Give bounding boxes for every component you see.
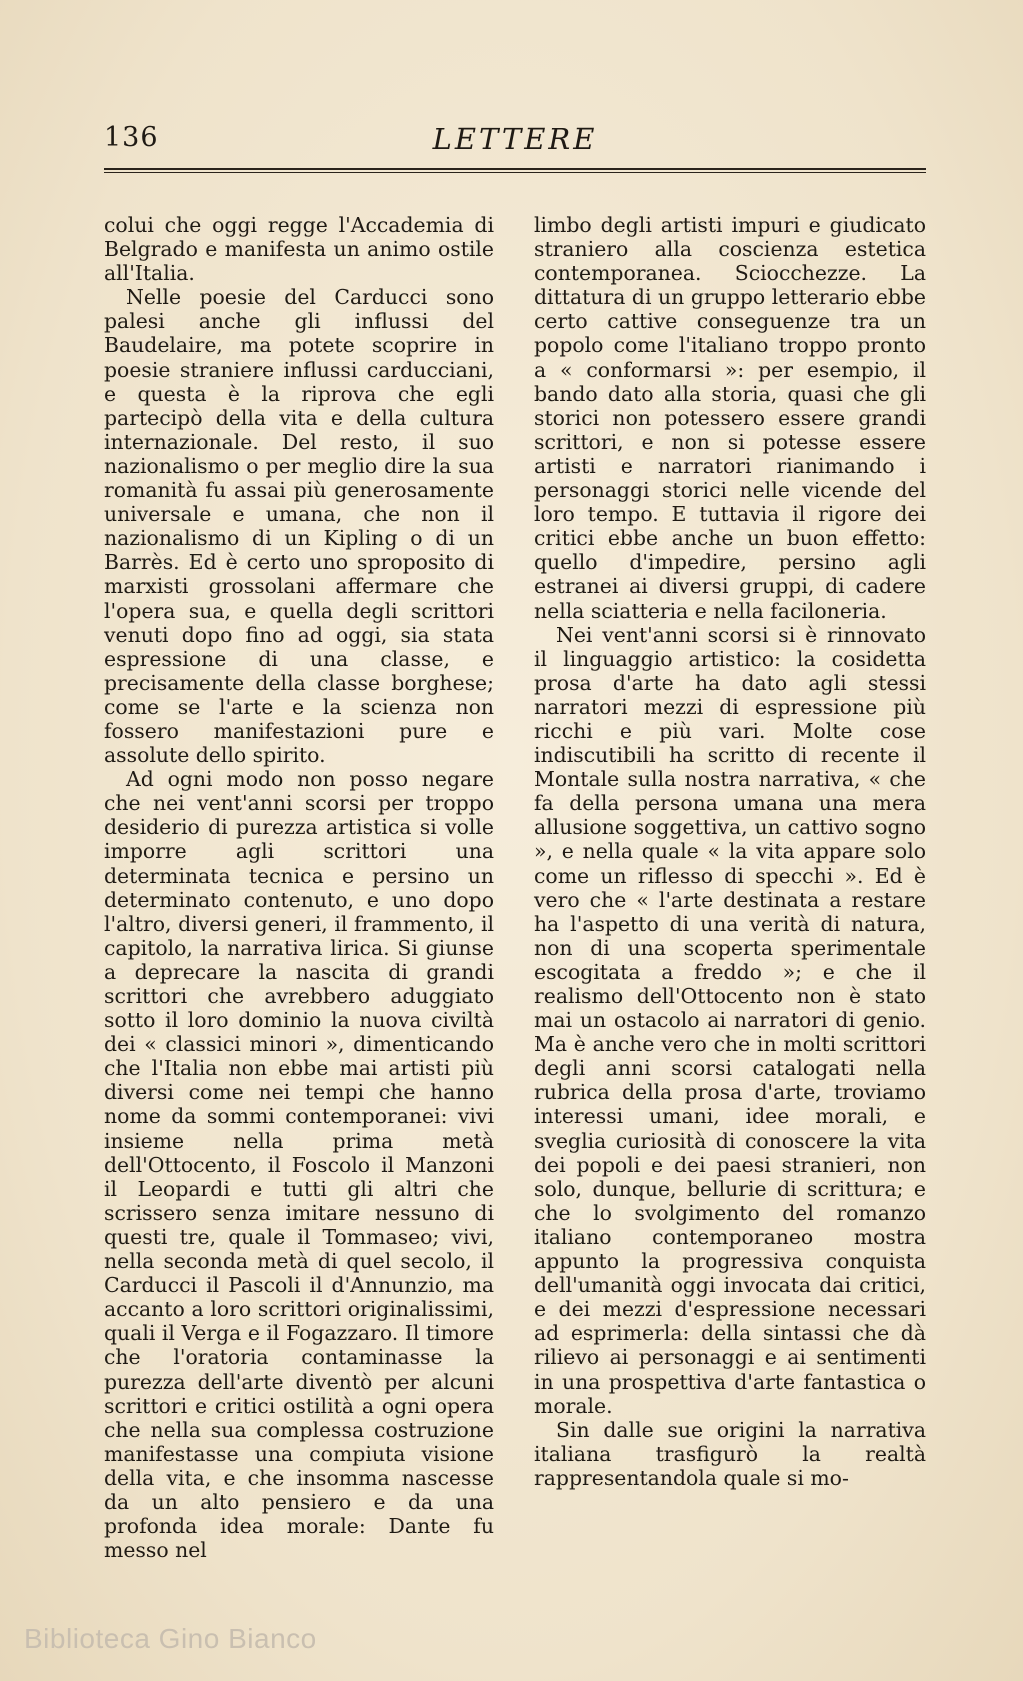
paragraph: Nei vent'anni scorsi si è rinnovato il linguaggio artistico: la cosidetta prosa d'arte ha dato agli stessi narratori mezzi di espressione più ricchi e più vari. Molte cose indiscutibili ha scritto di recente il Montale sulla nostra narrativa, « che fa della persona umana una mera allusione soggettiva, un cattivo sogno », e nella quale « la vita appare solo come un riflesso di specchi ». Ed è vero che « l'arte destinata a restare ha l'aspetto di una verità di natura, non di una scoperta sperimentale escogitata a freddo »; e che il realismo dell'Ottocento non è stato mai un ostacolo ai narratori di genio. Ma è anche vero che in molti scrittori degli anni scorsi catalogati nella rubrica della prosa d'arte, troviamo interessi umani, idee morali, e sveglia curiosità di conoscere la vita dei popoli e dei paesi stranieri, non solo, dunque, bellurie di scrittura; e che lo svolgimento del romanzo italiano contemporaneo mostra appunto la progressiva conquista dell'umanità oggi invocata dai critici, e dei mezzi d'espressione necessari ad esprimerla: della sintassi che dà rilievo ai personaggi e ai sentimenti in una prospettiva d'arte fantastica o morale.	[534, 622, 926, 1418]
paragraph: limbo degli artisti impuri e giudicato straniero alla coscienza estetica contemporanea. Sciocchezze. La dittatura di un gruppo letterario ebbe certo cattive conseguenze tra un popolo come l'italiano troppo pronto a « conformarsi »: per esempio, il bando dato alla storia, quasi che gli storici non potessero essere grandi scrittori, e non si potesse essere artisti e narratori rianimando i personaggi storici nelle vicende del loro tempo. E tuttavia il rigore dei critici ebbe anche un buon effetto: quello d'impedire, persino agli estranei ai diversi gruppi, di cadere nella sciatteria e nella faciloneria.	[534, 213, 926, 623]
header-rule	[104, 168, 926, 173]
library-watermark: Biblioteca Gino Bianco	[24, 1623, 317, 1654]
page-number: 136	[104, 122, 159, 153]
right-column	[534, 213, 926, 1490]
left-column	[104, 213, 494, 1562]
paragraph: Nelle poesie del Carducci sono palesi anche gli influssi del Baudelaire, ma potete scoprire in poesie straniere influssi carducciani, e questa è la riprova che egli partecipò della vita e della cultura internazionale. Del resto, il suo nazionalismo o per meglio dire la sua romanità fu assai più generosamente universale e umana, che non il nazionalismo di un Kipling o di un Barrès. Ed è certo uno sproposito di marxisti grossolani affermare che l'opera sua, e quella degli scrittori venuti dopo fino ad oggi, sia stata espressione di una classe, e precisamente della classe borghese; come se l'arte e la scienza non fossero manifestazioni pure e assolute dello spirito.	[104, 285, 494, 768]
paragraph: Ad ogni modo non posso negare che nei vent'anni scorsi per troppo desiderio di purezza artistica si volle imporre agli scrittori una determinata tecnica e persino un determinato contenuto, e uno dopo l'altro, diversi generi, il frammento, il capitolo, la narrativa lirica. Si giunse a deprecare la nascita di grandi scrittori che avrebbero aduggiato sotto il loro dominio la nuova civiltà dei « classici minori », dimenticando che l'Italia non ebbe mai artisti più diversi come nei tempi che hanno nome da sommi contemporanei: vivi insieme nella prima metà dell'Ottocento, il Foscolo il Manzoni il Leopardi e tutti gli altri che scrissero senza imitare nessuno di questi tre, quale il Tommaseo; vivi, nella seconda metà di quel secolo, il Carducci il Pascoli il d'Annunzio, ma accanto a loro scrittori originalissimi, quali il Verga e il Fogazzaro. Il timore che l'oratoria contaminasse la purezza dell'arte diventò per alcuni scrittori e critici ostilità a ogni opera che nella sua complessa costruzione manifestasse una compiuta visione della vita, e che insomma nascesse da un alto pensiero e da una profonda idea morale: Dante fu messo nel	[104, 767, 494, 1563]
running-title: LETTERE	[432, 122, 598, 156]
paragraph: Sin dalle sue origini la narrativa italiana trasfigurò la realtà rappresentandola quale si mo-	[534, 1417, 926, 1490]
paragraph: colui che oggi regge l'Accademia di Belgrado e manifesta un animo ostile all'Italia.	[104, 213, 494, 286]
